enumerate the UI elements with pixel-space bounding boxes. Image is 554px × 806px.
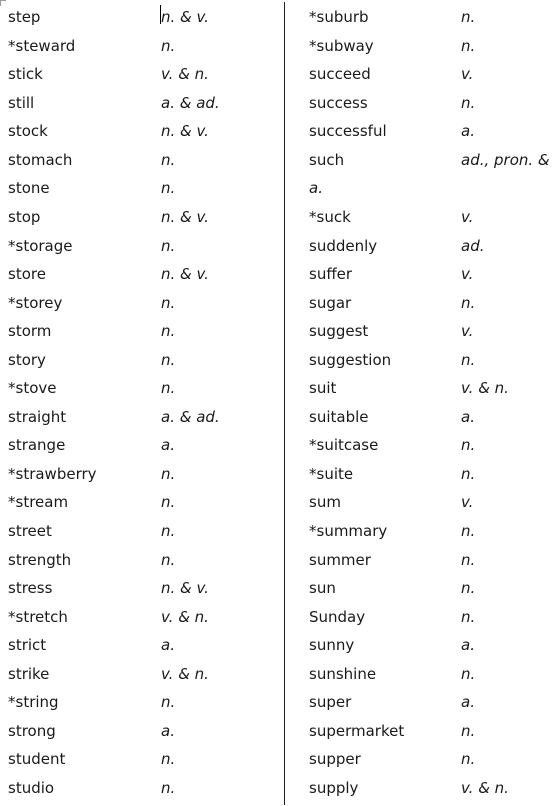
word-entry: *subway — [309, 37, 374, 55]
word-row[interactable] — [0, 403, 284, 431]
word-entry: storm — [8, 322, 52, 340]
word-entry: street — [8, 522, 52, 540]
right-word-column — [286, 0, 554, 806]
part-of-speech: n. — [161, 693, 176, 711]
part-of-speech: a. — [161, 636, 175, 654]
part-of-speech: n. — [461, 665, 476, 683]
word-row[interactable] — [0, 317, 284, 345]
word-row[interactable] — [286, 717, 554, 745]
word-entry: strict — [8, 636, 47, 654]
word-entry: *stream — [8, 493, 69, 511]
word-entry: suffer — [309, 265, 353, 283]
part-of-speech: a. & ad. — [161, 408, 220, 426]
word-row[interactable] — [0, 32, 284, 60]
word-entry: *stove — [8, 379, 57, 397]
part-of-speech: a. & ad. — [161, 94, 220, 112]
word-row[interactable] — [286, 631, 554, 659]
part-of-speech: n. — [161, 750, 176, 768]
part-of-speech: v. — [461, 493, 474, 511]
word-entry: sugar — [309, 294, 352, 312]
word-row[interactable] — [0, 146, 284, 174]
part-of-speech-continuation: a. — [309, 179, 323, 197]
part-of-speech: n. — [461, 94, 476, 112]
word-entry: *storey — [8, 294, 63, 312]
part-of-speech: n. & v. — [161, 208, 209, 226]
part-of-speech: n. — [161, 37, 176, 55]
part-of-speech: n. — [461, 37, 476, 55]
part-of-speech: n. — [161, 465, 176, 483]
word-row[interactable] — [0, 745, 284, 773]
part-of-speech: n. & v. — [161, 122, 209, 140]
word-entry: store — [8, 265, 46, 283]
word-row[interactable] — [286, 546, 554, 574]
word-row[interactable] — [0, 260, 284, 288]
word-entry: *summary — [309, 522, 388, 540]
word-row[interactable] — [286, 517, 554, 545]
part-of-speech: n. — [461, 608, 476, 626]
word-entry: summer — [309, 551, 371, 569]
part-of-speech: n. — [461, 551, 476, 569]
part-of-speech: n. — [461, 722, 476, 740]
word-entry: stock — [8, 122, 48, 140]
word-row[interactable] — [286, 488, 554, 516]
part-of-speech: n. — [161, 151, 176, 169]
word-row[interactable] — [0, 688, 284, 716]
word-row[interactable] — [0, 431, 284, 459]
part-of-speech: n. — [461, 8, 476, 26]
part-of-speech: n. — [161, 522, 176, 540]
part-of-speech: n. — [461, 436, 476, 454]
part-of-speech: v. — [461, 65, 474, 83]
part-of-speech: ad., pron. & — [461, 151, 550, 169]
word-entry: still — [8, 94, 35, 112]
word-row[interactable] — [286, 117, 554, 145]
part-of-speech: n. — [161, 379, 176, 397]
word-entry: *suite — [309, 465, 354, 483]
word-entry: supermarket — [309, 722, 405, 740]
part-of-speech: a. — [161, 722, 175, 740]
part-of-speech: n. & v. — [161, 579, 209, 597]
word-row[interactable] — [286, 346, 554, 374]
word-row[interactable] — [286, 60, 554, 88]
word-entry: stomach — [8, 151, 73, 169]
word-row[interactable] — [0, 774, 284, 802]
word-row[interactable] — [0, 717, 284, 745]
word-row[interactable] — [286, 32, 554, 60]
part-of-speech: n. — [161, 551, 176, 569]
word-row[interactable] — [0, 346, 284, 374]
word-entry: sun — [309, 579, 336, 597]
part-of-speech: n. & v. — [161, 8, 209, 26]
part-of-speech: v. — [461, 265, 474, 283]
word-row[interactable] — [0, 517, 284, 545]
word-row-continuation[interactable] — [286, 174, 554, 202]
part-of-speech: n. — [161, 237, 176, 255]
part-of-speech: v. — [461, 208, 474, 226]
word-entry: stone — [8, 179, 50, 197]
part-of-speech: a. — [161, 436, 175, 454]
word-row[interactable] — [0, 574, 284, 602]
word-entry: story — [8, 351, 46, 369]
part-of-speech: v. & n. — [461, 379, 509, 397]
word-row[interactable] — [0, 174, 284, 202]
part-of-speech: a. — [461, 122, 475, 140]
part-of-speech: a. — [461, 636, 475, 654]
word-row[interactable] — [286, 203, 554, 231]
word-entry: suggest — [309, 322, 369, 340]
word-row[interactable] — [286, 460, 554, 488]
word-row[interactable] — [0, 488, 284, 516]
word-row[interactable] — [0, 60, 284, 88]
part-of-speech: v. — [461, 322, 474, 340]
word-entry: stop — [8, 208, 41, 226]
word-row[interactable] — [286, 232, 554, 260]
word-entry: stick — [8, 65, 43, 83]
word-row[interactable] — [286, 260, 554, 288]
word-entry: supply — [309, 779, 359, 797]
word-row[interactable] — [0, 603, 284, 631]
word-entry: success — [309, 94, 368, 112]
part-of-speech: n. — [161, 294, 176, 312]
part-of-speech: n. — [461, 750, 476, 768]
word-entry: strike — [8, 665, 50, 683]
word-row[interactable] — [0, 89, 284, 117]
word-row[interactable] — [0, 289, 284, 317]
word-entry: sum — [309, 493, 341, 511]
word-entry: strong — [8, 722, 56, 740]
part-of-speech: a. — [461, 693, 475, 711]
word-row[interactable] — [0, 631, 284, 659]
word-entry: suitable — [309, 408, 369, 426]
word-row[interactable] — [0, 3, 284, 31]
word-entry: *suburb — [309, 8, 369, 26]
word-row[interactable] — [286, 431, 554, 459]
part-of-speech: v. & n. — [161, 65, 209, 83]
column-divider — [284, 2, 285, 805]
word-entry: Sunday — [309, 608, 366, 626]
word-entry: strange — [8, 436, 66, 454]
word-entry: *stretch — [8, 608, 68, 626]
part-of-speech: n. & v. — [161, 265, 209, 283]
word-entry: student — [8, 750, 66, 768]
word-entry: such — [309, 151, 345, 169]
word-row[interactable] — [286, 688, 554, 716]
word-row[interactable] — [286, 603, 554, 631]
word-entry: suddenly — [309, 237, 378, 255]
word-entry: *suitcase — [309, 436, 379, 454]
word-row[interactable] — [0, 117, 284, 145]
word-entry: suit — [309, 379, 337, 397]
word-row[interactable] — [0, 460, 284, 488]
word-entry: super — [309, 693, 352, 711]
word-row[interactable] — [0, 374, 284, 402]
word-row[interactable] — [0, 546, 284, 574]
part-of-speech: n. — [461, 579, 476, 597]
word-row[interactable] — [286, 317, 554, 345]
part-of-speech: n. — [161, 322, 176, 340]
word-row[interactable] — [0, 232, 284, 260]
word-entry: *steward — [8, 37, 76, 55]
word-entry: *string — [8, 693, 59, 711]
part-of-speech: n. — [461, 522, 476, 540]
word-entry: straight — [8, 408, 67, 426]
word-row[interactable] — [286, 574, 554, 602]
word-row[interactable] — [286, 660, 554, 688]
part-of-speech: v. & n. — [161, 665, 209, 683]
part-of-speech: n. — [161, 179, 176, 197]
word-row[interactable] — [0, 660, 284, 688]
word-row[interactable] — [286, 403, 554, 431]
word-row[interactable] — [0, 203, 284, 231]
word-entry: succeed — [309, 65, 371, 83]
word-entry: *storage — [8, 237, 73, 255]
part-of-speech: n. — [461, 294, 476, 312]
word-row[interactable] — [286, 289, 554, 317]
part-of-speech: n. — [161, 351, 176, 369]
word-entry: *suck — [309, 208, 351, 226]
part-of-speech: n. — [461, 465, 476, 483]
word-entry: strength — [8, 551, 72, 569]
part-of-speech: v. & n. — [461, 779, 509, 797]
word-row[interactable] — [286, 146, 554, 174]
part-of-speech: n. — [461, 351, 476, 369]
word-entry: suggestion — [309, 351, 392, 369]
word-entry: stress — [8, 579, 53, 597]
word-entry: successful — [309, 122, 387, 140]
word-row[interactable] — [286, 745, 554, 773]
word-entry: supper — [309, 750, 361, 768]
word-row[interactable] — [286, 374, 554, 402]
part-of-speech: v. & n. — [161, 608, 209, 626]
word-entry: *strawberry — [8, 465, 97, 483]
part-of-speech: ad. — [461, 237, 485, 255]
word-entry: studio — [8, 779, 55, 797]
word-entry: step — [8, 8, 41, 26]
word-row[interactable] — [286, 89, 554, 117]
word-entry: sunshine — [309, 665, 377, 683]
part-of-speech: a. — [461, 408, 475, 426]
part-of-speech: n. — [161, 779, 176, 797]
part-of-speech: n. — [161, 493, 176, 511]
word-row[interactable] — [286, 774, 554, 802]
word-entry: sunny — [309, 636, 355, 654]
word-row[interactable] — [286, 3, 554, 31]
